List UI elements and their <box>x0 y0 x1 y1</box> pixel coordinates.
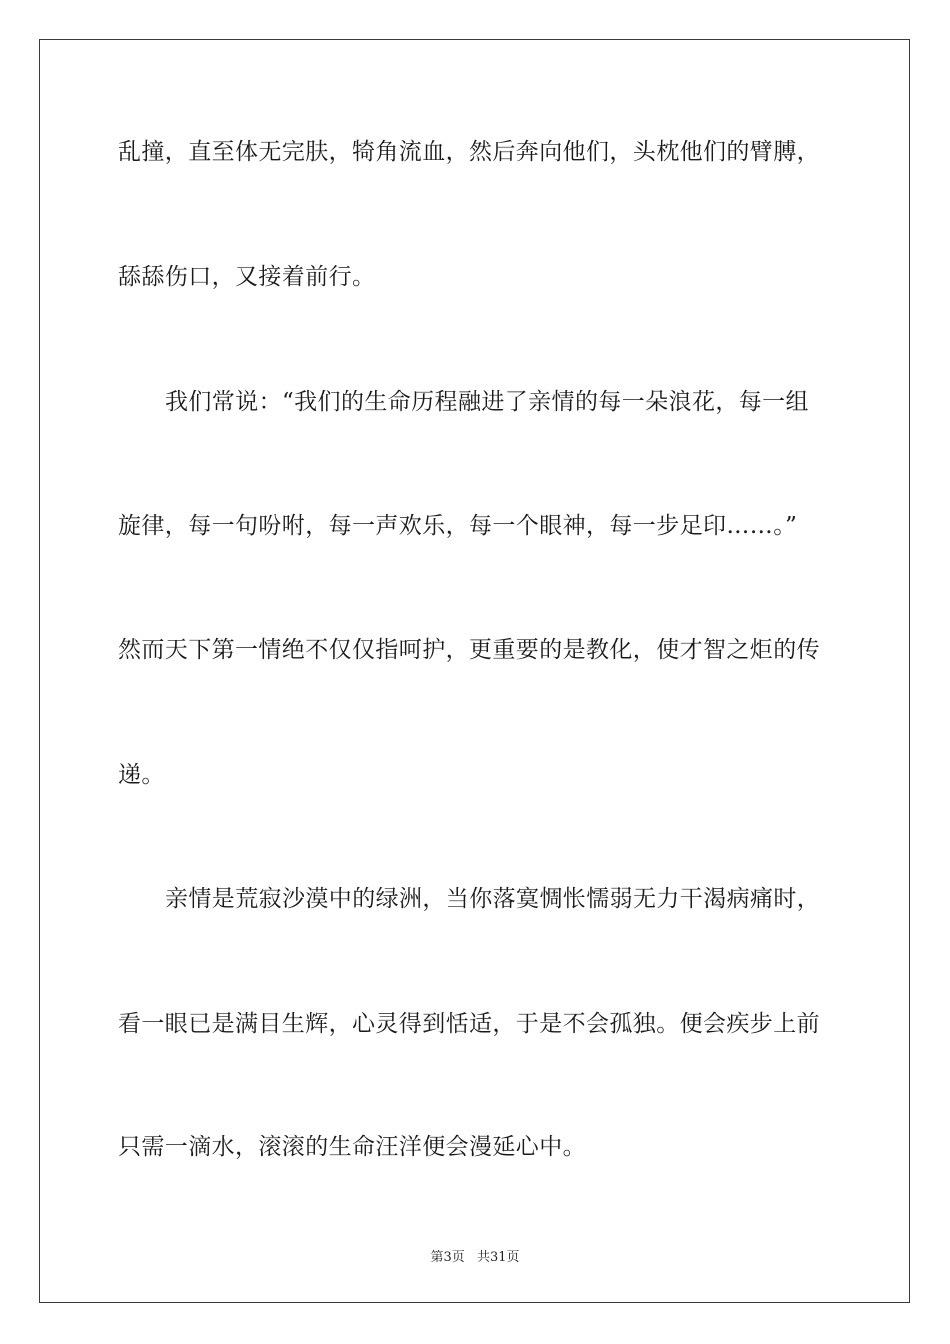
paragraph-line: 舔舔伤口，又接着前行。 <box>118 264 376 290</box>
paragraph-line: 递。 <box>118 762 165 788</box>
total-pages: 共31页 <box>476 1250 520 1265</box>
paragraph-line: 乱撞，直至体无完肤，犄角流血，然后奔向他们，头枕他们的臂膊， <box>118 139 820 165</box>
paragraph-line: 然而天下第一情绝不仅仅指呵护，更重要的是教化，使才智之炬的传 <box>118 637 820 663</box>
paragraph-line: 旋律，每一句吩咐，每一声欢乐，每一个眼神，每一步足印……。” <box>118 513 798 539</box>
paragraph-line: 只需一滴水，滚滚的生命汪洋便会漫延心中。 <box>118 1134 586 1160</box>
page-footer <box>0 1246 950 1265</box>
current-page-number: 第3页 <box>430 1250 465 1265</box>
page-border <box>39 39 910 1303</box>
paragraph-line: 我们常说：“我们的生命历程融进了亲情的每一朵浪花，每一组 <box>165 389 809 415</box>
paragraph-line: 亲情是荒寂沙漠中的绿洲，当你落寞惆怅懦弱无力干渴病痛时， <box>165 886 821 912</box>
paragraph-line: 看一眼已是满目生辉，心灵得到恬适，于是不会孤独。便会疾步上前 <box>118 1011 820 1037</box>
